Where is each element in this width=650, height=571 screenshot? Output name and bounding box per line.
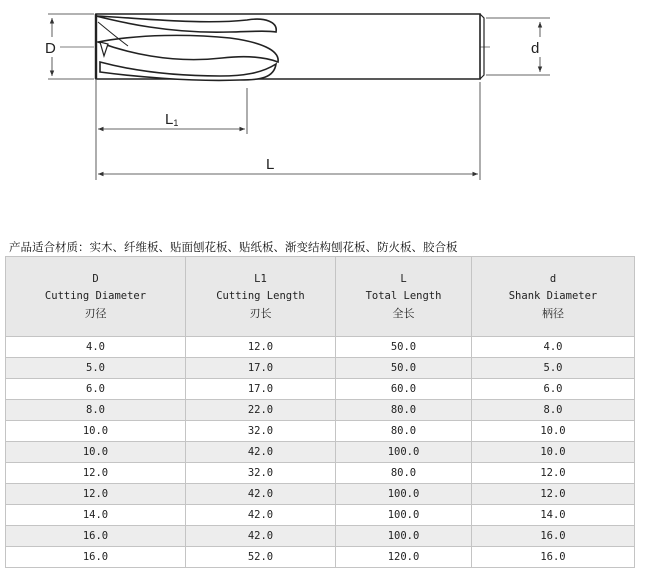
- table-row: [6, 526, 635, 547]
- cell-D: 16.0: [6, 547, 186, 568]
- dimension-d: [486, 18, 550, 75]
- cell-L1: 32.0: [186, 463, 336, 484]
- cell-L: 120.0: [336, 547, 472, 568]
- table-row: [6, 337, 635, 358]
- cell-L1: 42.0: [186, 484, 336, 505]
- cell-L1: 17.0: [186, 379, 336, 400]
- cell-L1: 17.0: [186, 358, 336, 379]
- cell-L1: 42.0: [186, 526, 336, 547]
- cell-D: 14.0: [6, 505, 186, 526]
- cell-L1: 42.0: [186, 505, 336, 526]
- cell-d: 8.0: [472, 400, 635, 421]
- cell-L1: 52.0: [186, 547, 336, 568]
- cell-L: 100.0: [336, 442, 472, 463]
- column-code: D: [92, 273, 99, 285]
- cell-L: 80.0: [336, 400, 472, 421]
- cell-L1: 22.0: [186, 400, 336, 421]
- column-en: Shank Diameter: [508, 290, 598, 302]
- cell-L: 100.0: [336, 505, 472, 526]
- cell-L: 80.0: [336, 463, 472, 484]
- cell-L: 100.0: [336, 526, 472, 547]
- column-code: d: [549, 273, 557, 285]
- cell-d: 16.0: [472, 526, 635, 547]
- cell-L: 50.0: [336, 337, 472, 358]
- column-en: Cutting Length: [216, 290, 305, 302]
- column-zh: 刃长: [249, 307, 272, 320]
- column-code: L: [400, 273, 407, 285]
- label-L1-subscript: 1: [173, 118, 179, 128]
- column-header-D: [6, 257, 186, 337]
- table-row: [6, 358, 635, 379]
- table-row: [6, 379, 635, 400]
- end-mill-outline: [96, 14, 484, 80]
- dimension-L: [98, 82, 480, 180]
- materials-note: 产品适合材质：实木、纤维板、贴面刨花板、贴纸板、渐变结构刨花板、防火板、胶合板: [9, 240, 458, 254]
- cell-D: 6.0: [6, 379, 186, 400]
- column-en: Total Length: [365, 290, 442, 302]
- column-en: Cutting Diameter: [44, 290, 147, 302]
- cell-d: 10.0: [472, 421, 635, 442]
- column-zh: 全长: [392, 307, 415, 320]
- cell-d: 6.0: [472, 379, 635, 400]
- label-L: L: [266, 156, 275, 173]
- table-row: [6, 400, 635, 421]
- table-row: [6, 421, 635, 442]
- cell-L: 60.0: [336, 379, 472, 400]
- cell-d: 5.0: [472, 358, 635, 379]
- end-mill-drawing: [0, 0, 650, 200]
- cell-d: 12.0: [472, 463, 635, 484]
- cell-L: 100.0: [336, 484, 472, 505]
- cell-D: 16.0: [6, 526, 186, 547]
- column-header-d: [472, 257, 635, 337]
- cell-L: 50.0: [336, 358, 472, 379]
- label-L1: L1: [165, 111, 179, 128]
- dimension-L1: [96, 80, 247, 180]
- cell-D: 12.0: [6, 463, 186, 484]
- label-D: D: [45, 40, 56, 57]
- cell-d: 16.0: [472, 547, 635, 568]
- table-row: [6, 505, 635, 526]
- table-row: [6, 442, 635, 463]
- label-d: d: [531, 40, 540, 57]
- cell-L1: 12.0: [186, 337, 336, 358]
- cell-d: 10.0: [472, 442, 635, 463]
- column-zh: 刃径: [84, 307, 107, 320]
- table-row: [6, 484, 635, 505]
- spec-table: [5, 256, 635, 568]
- cell-d: 4.0: [472, 337, 635, 358]
- cell-D: 4.0: [6, 337, 186, 358]
- column-zh: 柄径: [542, 307, 564, 320]
- table-row: [6, 547, 635, 568]
- table-row: [6, 463, 635, 484]
- cell-d: 12.0: [472, 484, 635, 505]
- cell-D: 10.0: [6, 442, 186, 463]
- cell-D: 10.0: [6, 421, 186, 442]
- cell-L1: 32.0: [186, 421, 336, 442]
- column-code: L1: [254, 273, 267, 285]
- cell-D: 12.0: [6, 484, 186, 505]
- cell-L1: 42.0: [186, 442, 336, 463]
- column-header-L1: [186, 257, 336, 337]
- table-header-row: [6, 257, 635, 337]
- column-header-L: [336, 257, 472, 337]
- cell-D: 8.0: [6, 400, 186, 421]
- cell-d: 14.0: [472, 505, 635, 526]
- cell-L: 80.0: [336, 421, 472, 442]
- cell-D: 5.0: [6, 358, 186, 379]
